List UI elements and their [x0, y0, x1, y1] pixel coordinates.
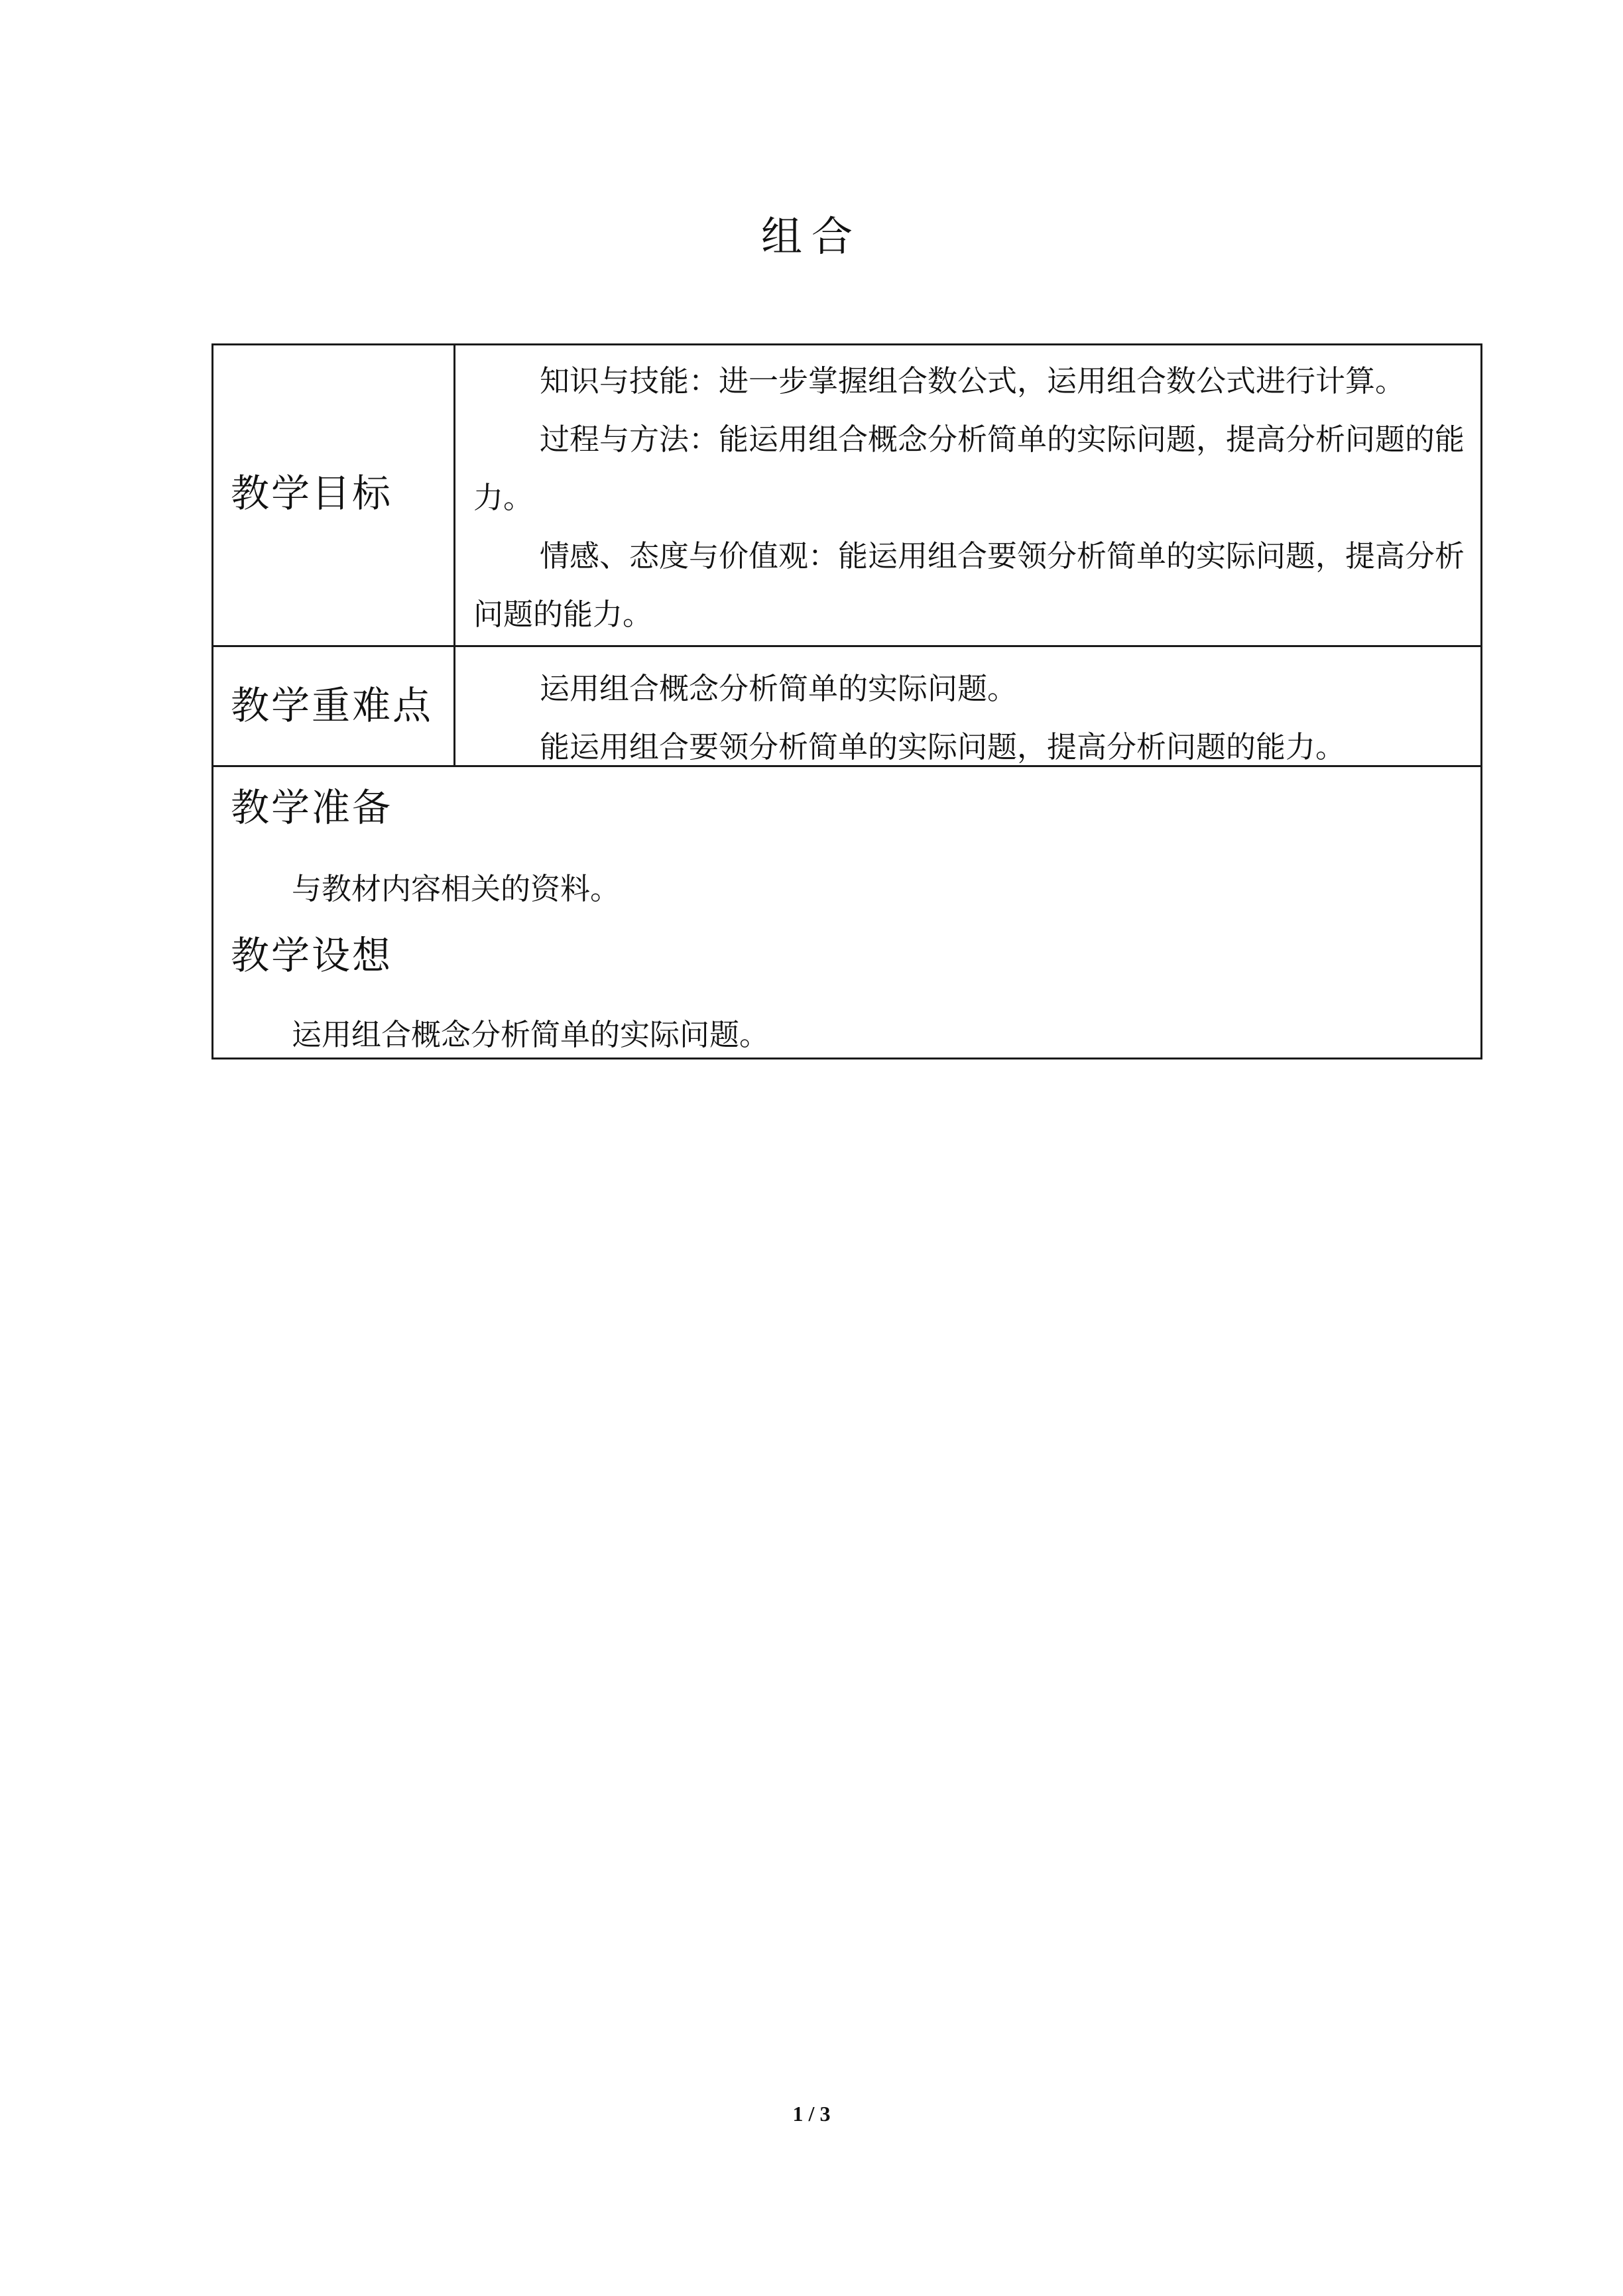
design-text-line: 运用组合概念分析简单的实际问题。 — [292, 1017, 770, 1052]
design-heading: 教学设想 — [231, 933, 393, 978]
key-points-label: 教学重难点 — [231, 683, 434, 728]
objectives-knowledge-skills: 知识与技能：进一步掌握组合数公式，运用组合数公式进行计算。 — [540, 363, 1406, 398]
objectives-label: 教学目标 — [231, 471, 393, 516]
document-title: 组合 — [760, 212, 862, 261]
key-points-content — [473, 660, 1471, 776]
objectives-attitudes-values: 情感、态度与价值观：能运用组合要领分析简单的实际问题，提高分析问题的能力。 — [473, 538, 1465, 632]
design-text — [292, 1006, 769, 1064]
objectives-process-methods: 过程与方法：能运用组合概念分析简单的实际问题，提高分析问题的能力。 — [473, 422, 1465, 515]
objectives-content — [473, 352, 1471, 644]
column-divider — [453, 345, 455, 767]
preparation-text — [292, 860, 620, 918]
key-point-item: 运用组合概念分析简单的实际问题。 — [540, 671, 1018, 706]
preparation-text-line: 与教材内容相关的资料。 — [292, 871, 621, 906]
row-divider-objectives — [213, 645, 1480, 647]
key-point-item: 能运用组合要领分析简单的实际问题，提高分析问题的能力。 — [540, 729, 1346, 764]
preparation-heading: 教学准备 — [231, 785, 393, 830]
lesson-plan-table — [211, 343, 1482, 1059]
page-number: 1 / 3 — [792, 2102, 831, 2126]
